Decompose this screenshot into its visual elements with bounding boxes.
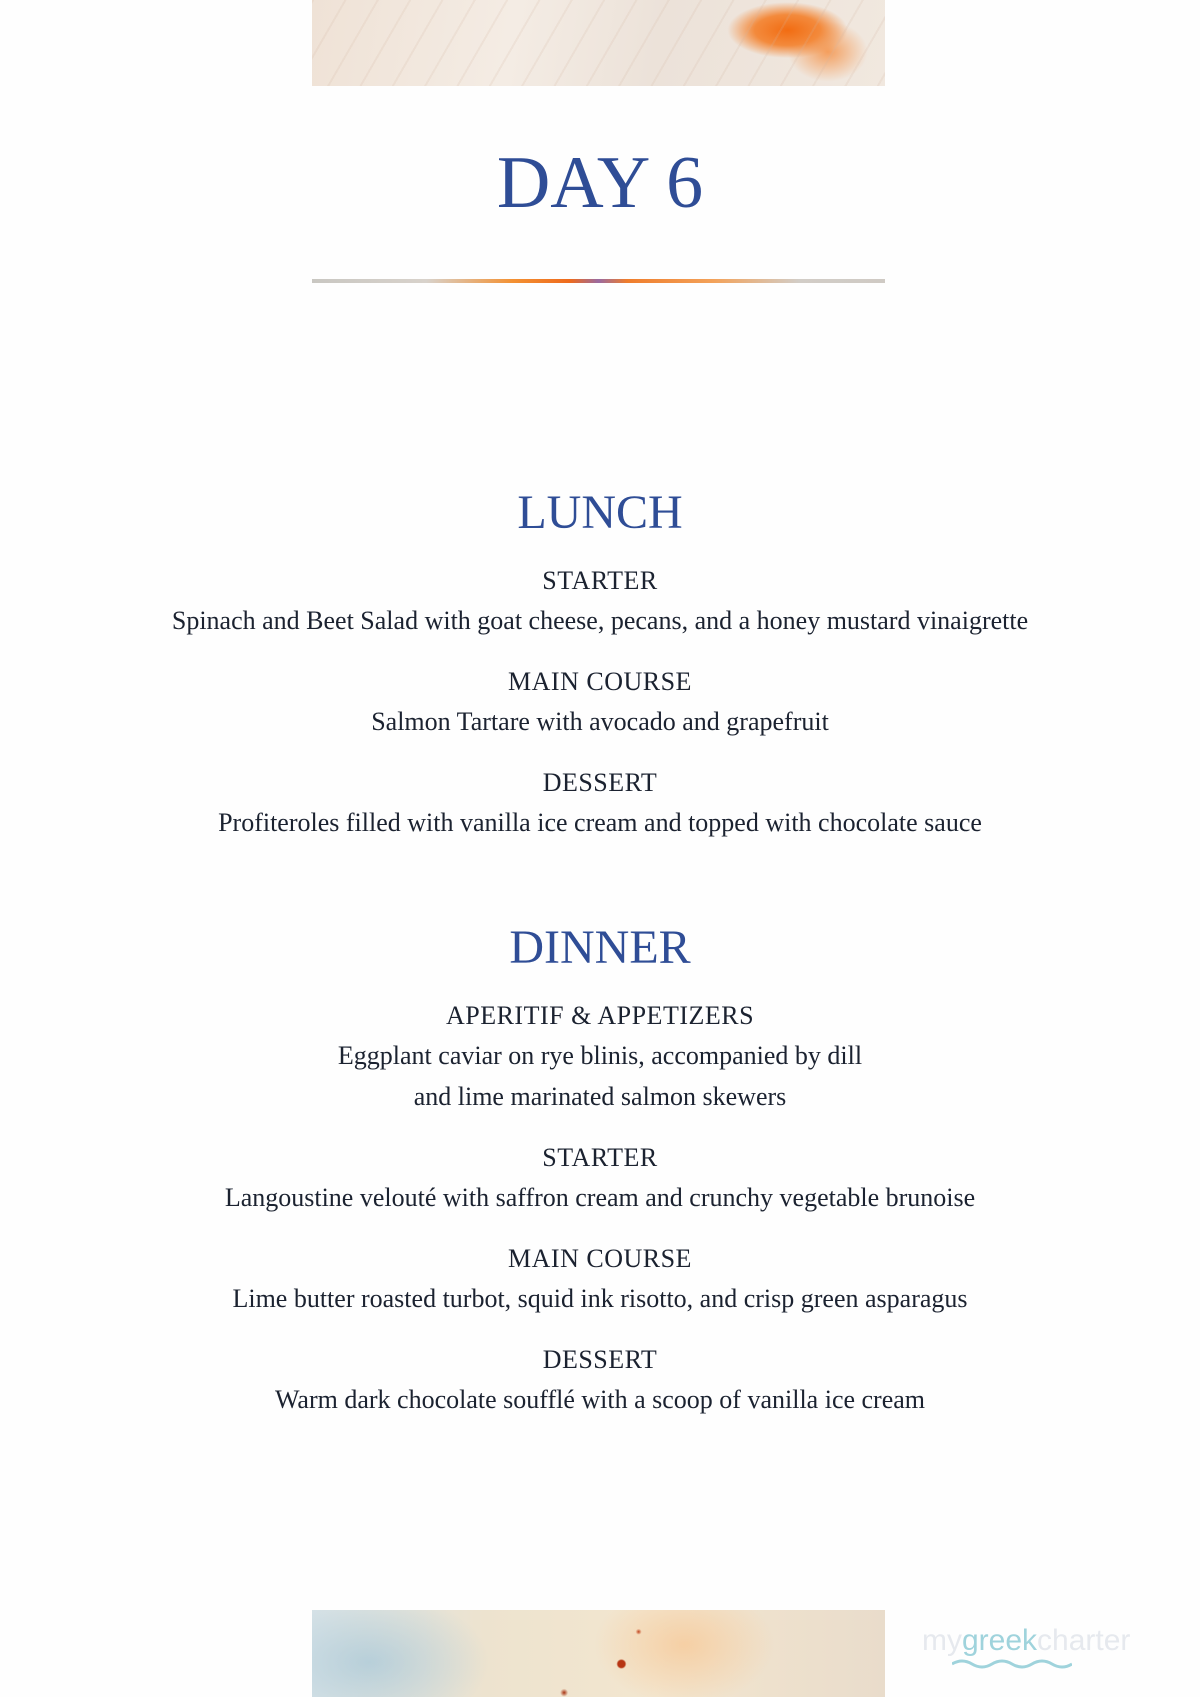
day-title: DAY 6 — [496, 142, 704, 224]
bottom-decorative-banner — [312, 1610, 885, 1697]
lunch-dessert-heading: DESSERT — [542, 768, 658, 797]
lunch-dessert-description: Profiteroles filled with vanilla ice cream and topped with chocolate sauce — [218, 808, 982, 837]
title-divider — [312, 279, 885, 283]
dinner-main-course-description: Lime butter roasted turbot, squid ink risotto, and crisp green asparagus — [232, 1284, 968, 1313]
wave-icon — [952, 1658, 1072, 1670]
dinner-starter-description: Langoustine velouté with saffron cream and crunchy vegetable brunoise — [224, 1183, 976, 1212]
lunch-starter-description: Spinach and Beet Salad with goat cheese, pecans, and a honey mustard vinaigrette — [171, 606, 1029, 635]
dinner-aperitif-description-line-2: and lime marinated salmon skewers — [413, 1082, 787, 1111]
dinner-aperitif-heading: APERITIF & APPETIZERS — [445, 1001, 755, 1030]
dinner-dessert-description: Warm dark chocolate soufflé with a scoop of vanilla ice cream — [274, 1385, 926, 1414]
dinner-starter-heading: STARTER — [542, 1143, 658, 1172]
lunch-starter-heading: STARTER — [542, 566, 658, 595]
logo-text-my: my — [922, 1624, 962, 1657]
lunch-main-course-description: Salmon Tartare with avocado and grapefruit — [371, 707, 829, 736]
logo-text-charter: charter — [1037, 1624, 1131, 1657]
lunch-main-course-heading: MAIN COURSE — [508, 667, 692, 696]
dinner-main-course-heading: MAIN COURSE — [508, 1244, 692, 1273]
dinner-title: DINNER — [509, 921, 691, 974]
dinner-aperitif-description-line-1: Eggplant caviar on rye blinis, accompanied by dill — [337, 1041, 863, 1070]
logo-text-greek: greek — [962, 1624, 1038, 1657]
top-decorative-banner — [312, 0, 885, 86]
dinner-dessert-heading: DESSERT — [542, 1345, 658, 1374]
logo-text — [922, 1622, 1172, 1660]
mygreekcharter-logo — [922, 1622, 1172, 1672]
lunch-title: LUNCH — [517, 486, 683, 539]
